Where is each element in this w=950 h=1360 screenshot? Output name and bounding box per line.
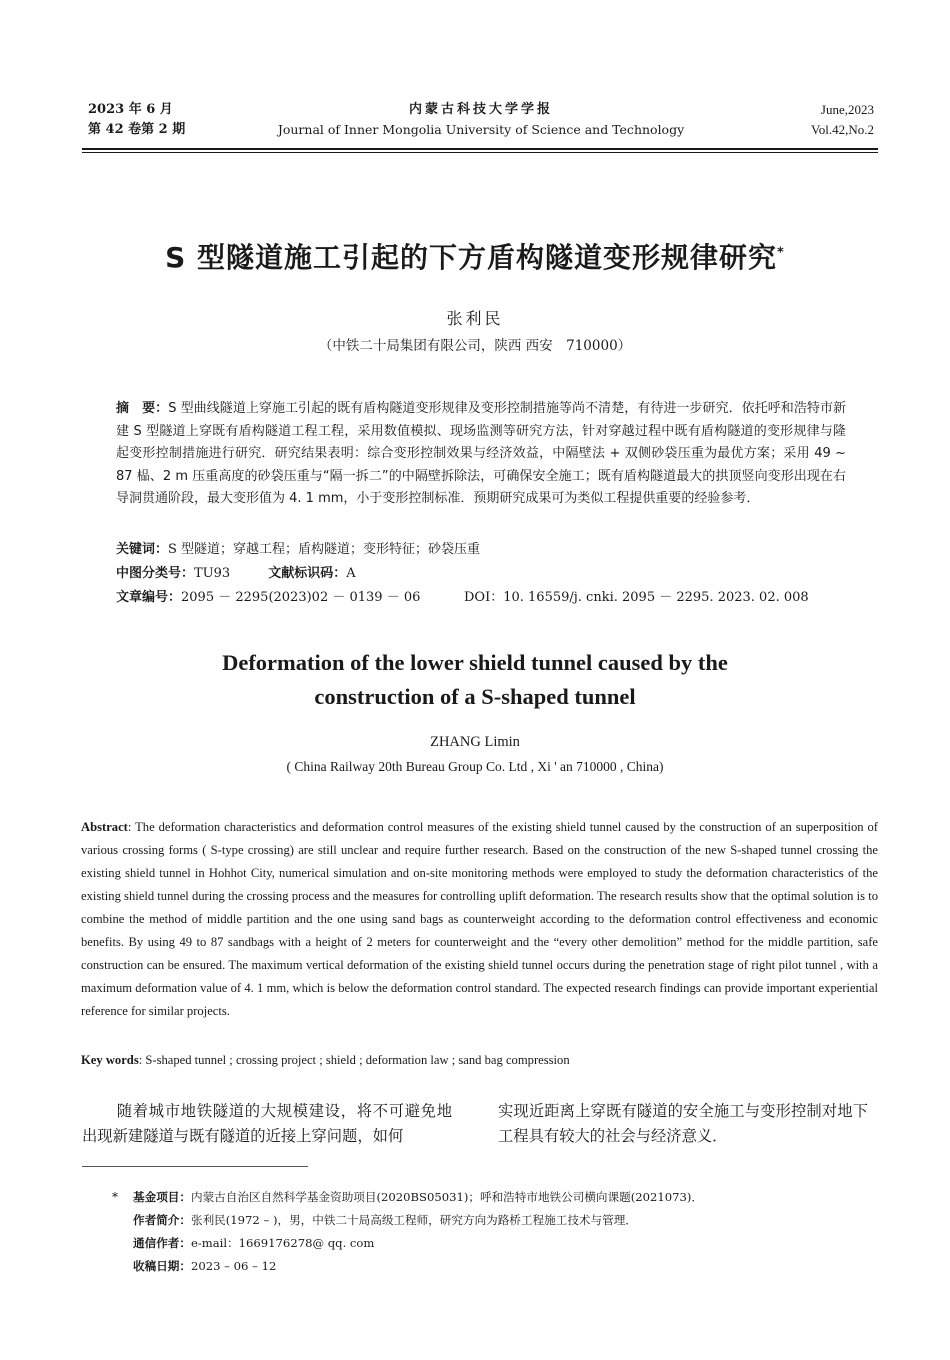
header-rule-thin xyxy=(82,152,878,153)
footnote-bio-text: 张利民(1972 – )，男，中铁二十局高级工程师，研究方向为路桥工程施工技术与管理． xyxy=(190,1213,637,1227)
body-column-right xyxy=(498,1099,868,1149)
footnote-corr-text: e-mail：1669176278@ qq. com xyxy=(190,1236,375,1250)
keywords-en-text: : S-shaped tunnel ; crossing project ; shield ; deformation law ; sand bag compression xyxy=(138,1053,570,1067)
keywords-cn-text: S 型隧道；穿越工程；盾构隧道；变形特征；砂袋压重 xyxy=(168,542,481,557)
issue-month-en: June,2023 xyxy=(820,102,874,117)
header-rule xyxy=(82,148,878,150)
journal-name-en: Journal of Inner Mongolia University of Science and Technology xyxy=(277,122,685,137)
author-cn: 张利民 xyxy=(446,309,504,328)
footnote-recv-text: 2023 – 06 – 12 xyxy=(190,1259,277,1273)
paper-title-en-line1: Deformation of the lower shield tunnel caused by the xyxy=(222,650,728,675)
issue-volume: 第 42 卷第 2 期 xyxy=(88,122,186,137)
body-paragraph-right: 实现近距离上穿既有隧道的安全施工与变形控制对地下工程具有较大的社会与经济意义． xyxy=(498,1102,868,1145)
clc-label: 中图分类号： xyxy=(116,566,195,581)
footnote-recv-label: 收稿日期： xyxy=(133,1259,191,1273)
footnote-author-bio xyxy=(133,1210,637,1230)
paper-title-cn xyxy=(40,236,910,276)
doc-code-value: A xyxy=(346,566,356,581)
abstract-cn-text: S 型曲线隧道上穿施工引起的既有盾构隧道变形规律及变形控制措施等尚不清楚，有待进一步研究．依托呼和浩特市新建 S 型隧道上穿既有盾构隧道工程工程，采用数值模拟、现场监测等研究方法，针对穿越过程中既有盾构隧道的变形规律与隆起变形控制措施进行研究．研究结果表明：综合变形控制效果与经济效益，中隔壁法 + 双侧砂袋压重为最优方案；采用 49 ~ 87 榀、2 m 压重高度的砂袋压重与“隔一拆二”的中隔壁拆除法，可确保安全施工；既有盾构隧道最大的拱顶竖向变形出现在右导洞贯通阶段，最大变形值为 4. 1 mm，小于变形控制标准．预期研究成果可为类似工程提供重要的经验参考． xyxy=(116,401,846,507)
paper-title-en-line2: construction of a S-shaped tunnel xyxy=(314,684,636,709)
paper-title-cn-text: S 型隧道施工引起的下方盾构隧道变形规律研究 xyxy=(165,241,778,274)
article-number-label: 文章编号： xyxy=(116,590,182,605)
abstract-cn xyxy=(116,398,846,511)
footnote-mark: * xyxy=(112,1190,118,1204)
keywords-en xyxy=(81,1049,878,1071)
classification-line xyxy=(116,564,356,584)
abstract-en-text: : The deformation characteristics and deformation control measures of the existing shield tunnel caused by the construction of an superposition of various crossing forms ( S-type crossing) are still unclear and require further research. Based on the construction of the new S-shaped tunnel crossing the existing shield tunnel in Hohhot City, numerical simulation and on-site monitoring methods were employed to study the deformation characteristics of the existing shield tunnel during the crossing process and the measures for controlling uplift deformation. The research results show that the optimal solution is to combine the method of middle partition and the one using sand bags as counterweight according to the deformation control effectiveness and economic benefits. By using 49 to 87 sandbags with a height of 2 meters for counterweight and the “every other demolition” method for the middle partition, safe construction can be ensured. The maximum vertical deformation of the existing shield tunnel occurs during the penetration stage of right pilot tunnel , with a maximum deformation value of 4. 1 mm, which is below the deformation control standard. The expected research findings can provide important experiential reference for similar projects. xyxy=(81,820,878,1018)
abstract-en xyxy=(81,816,878,1023)
footnote-fund xyxy=(133,1187,703,1207)
footnote-corresponding xyxy=(133,1233,374,1253)
issue-date-en xyxy=(811,100,874,140)
issue-volume-en: Vol.42,No.2 xyxy=(811,122,874,137)
footnote-received xyxy=(133,1256,276,1276)
footnote-rule xyxy=(82,1166,308,1167)
running-header xyxy=(88,100,874,148)
footnote-corr-label: 通信作者： xyxy=(133,1236,191,1250)
journal-name-cn: 内蒙古科技大学学报 xyxy=(408,102,553,117)
journal-name xyxy=(88,100,874,140)
affiliation-cn: （中铁二十局集团有限公司，陕西 西安 710000） xyxy=(318,338,632,354)
footnote-fund-label: 基金项目： xyxy=(133,1190,191,1204)
article-number-value: 2095 － 2295(2023)02 － 0139 － 06 xyxy=(181,590,421,605)
doi: DOI：10. 16559/j. cnki. 2095 － 2295. 2023. 02. 008 xyxy=(464,590,809,605)
keywords-cn-label: 关键词： xyxy=(116,542,169,557)
keywords-en-label: Key words xyxy=(81,1053,139,1067)
abstract-en-label: Abstract xyxy=(81,820,128,834)
body-paragraph-left: 随着城市地铁隧道的大规模建设，将不可避免地出现新建隧道与既有隧道的近接上穿问题，如何 xyxy=(82,1102,452,1145)
abstract-cn-label: 摘 要： xyxy=(116,401,169,416)
paper-title-en xyxy=(60,646,890,714)
footnote-bio-label: 作者简介： xyxy=(133,1213,191,1227)
footnote-fund-text: 内蒙古自治区自然科学基金资助项目(2020BS05031)；呼和浩特市地铁公司横向课题(2021073)． xyxy=(190,1190,703,1204)
title-footnote-mark: * xyxy=(777,245,785,261)
issue-month: 2023 年 6 月 xyxy=(88,102,173,117)
doc-code-label: 文献标识码： xyxy=(268,566,347,581)
article-number xyxy=(116,588,420,608)
keywords-cn xyxy=(116,540,480,560)
affiliation-en: ( China Railway 20th Bureau Group Co. Ltd , Xi ' an 710000 , China) xyxy=(286,759,664,774)
body-column-left xyxy=(82,1099,452,1149)
author-en: ZHANG Limin xyxy=(430,734,520,750)
clc-value: TU93 xyxy=(194,566,231,581)
